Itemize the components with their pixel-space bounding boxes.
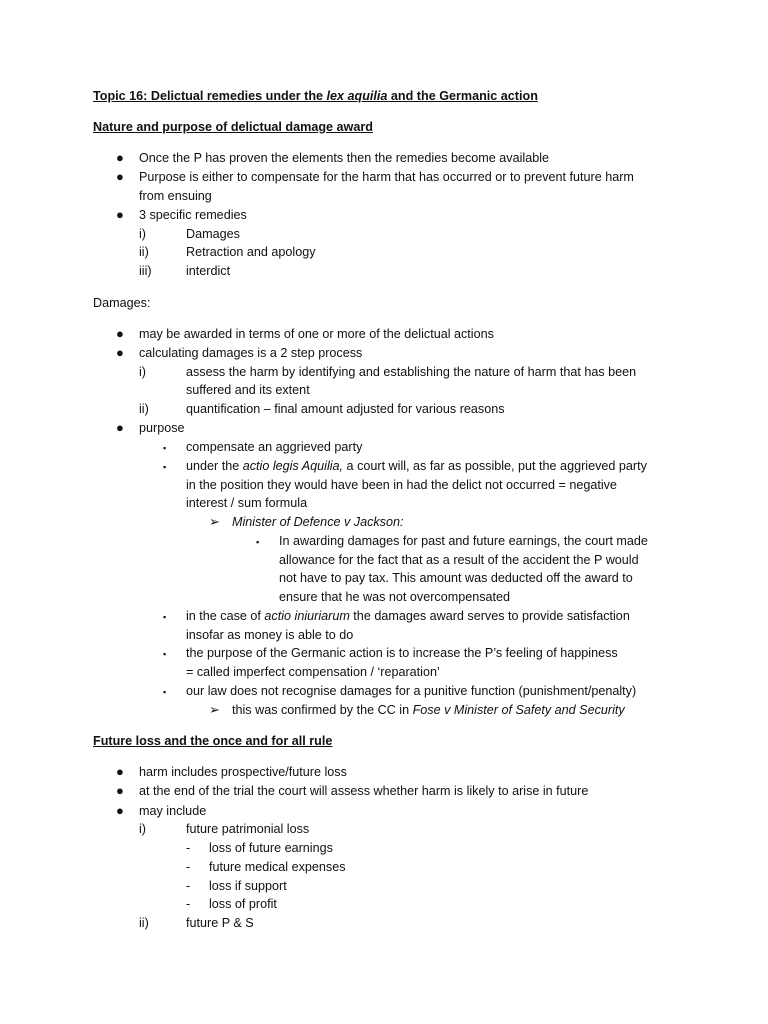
- nature-item: Once the P has proven the elements then the remedies become available: [139, 151, 550, 165]
- purpose-item: our law does not recognise damages for a punitive function (punishment/penalty): [186, 684, 637, 698]
- nature-item-continuation: from ensuing: [139, 189, 212, 203]
- list-number: ii): [139, 402, 149, 416]
- bullet-icon: ●: [116, 326, 124, 341]
- list-number: iii): [139, 264, 152, 278]
- step-item: assess the harm by identifying and establishing the nature of harm that has been: [186, 365, 637, 379]
- damages-item: calculating damages is a 2 step process: [139, 346, 363, 360]
- purpose-item-continuation: insofar as money is able to do: [186, 628, 354, 642]
- purpose-item: [186, 608, 630, 624]
- square-bullet-icon: ▪: [256, 537, 260, 547]
- list-number: i): [139, 365, 146, 379]
- step-item-continuation: suffered and its extent: [186, 383, 310, 397]
- bullet-icon: ●: [116, 169, 124, 184]
- case-detail: allowance for the fact that as a result of the accident the P would: [279, 553, 639, 567]
- topic-heading: [93, 88, 538, 104]
- future-item: may include: [139, 804, 207, 818]
- case-reference-text: this was confirmed by the CC in: [232, 703, 413, 717]
- case-detail: In awarding damages for past and future earnings, the court made: [279, 534, 648, 548]
- purpose-item-continuation: interest / sum formula: [186, 496, 308, 510]
- remedy-item: Damages: [186, 227, 240, 241]
- future-type: future P & S: [186, 916, 254, 930]
- step-item: quantification – final amount adjusted for various reasons: [186, 402, 505, 416]
- arrow-bullet-icon: ➢: [209, 702, 220, 717]
- nature-item: 3 specific remedies: [139, 208, 247, 222]
- square-bullet-icon: ▪: [163, 612, 167, 622]
- bullet-icon: ●: [116, 345, 124, 360]
- patrimonial-item: future medical expenses: [209, 860, 346, 874]
- dash-bullet-icon: -: [186, 897, 191, 911]
- purpose-italic: actio legis Aquilia,: [242, 459, 344, 473]
- purpose-item: the purpose of the Germanic action is to increase the P’s feeling of happiness: [186, 646, 618, 660]
- topic-heading-prefix: Topic 16: Delictual remedies under the: [93, 89, 327, 103]
- bullet-icon: ●: [116, 420, 124, 435]
- dash-bullet-icon: -: [186, 841, 191, 855]
- patrimonial-item: loss of future earnings: [209, 841, 333, 855]
- purpose-text: a court will, as far as possible, put the aggrieved party: [343, 459, 647, 473]
- square-bullet-icon: ▪: [163, 687, 167, 697]
- square-bullet-icon: ▪: [163, 462, 167, 472]
- arrow-bullet-icon: ➢: [209, 514, 220, 529]
- nature-heading: Nature and purpose of delictual damage award: [93, 120, 373, 134]
- topic-heading-italic: lex aquilia: [326, 89, 388, 103]
- purpose-text: in the case of: [186, 609, 265, 623]
- purpose-text: the damages award serves to provide satisfaction: [349, 609, 630, 623]
- bullet-icon: ●: [116, 207, 124, 222]
- future-type: future patrimonial loss: [186, 822, 310, 836]
- case-name: Fose v Minister of Safety and Security: [412, 703, 625, 717]
- case-detail: not have to pay tax. This amount was deducted off the award to: [279, 571, 633, 585]
- purpose-item: compensate an aggrieved party: [186, 440, 363, 454]
- square-bullet-icon: ▪: [163, 443, 167, 453]
- nature-item: Purpose is either to compensate for the harm that has occurred or to prevent future harm: [139, 170, 634, 184]
- future-item: at the end of the trial the court will assess whether harm is likely to arise in future: [139, 784, 589, 798]
- dash-bullet-icon: -: [186, 879, 191, 893]
- remedy-item: interdict: [186, 264, 231, 278]
- purpose-item-continuation: = called imperfect compensation / ‘reparation’: [186, 665, 440, 679]
- purpose-item: [186, 458, 647, 474]
- bullet-icon: ●: [116, 803, 124, 818]
- damages-item: may be awarded in terms of one or more of the delictual actions: [139, 327, 494, 341]
- patrimonial-item: loss if support: [209, 879, 287, 893]
- list-number: i): [139, 227, 146, 241]
- purpose-italic: actio iniuriarum: [264, 609, 350, 623]
- bullet-icon: ●: [116, 764, 124, 779]
- case-detail: ensure that he was not overcompensated: [279, 590, 511, 604]
- bullet-icon: ●: [116, 150, 124, 165]
- square-bullet-icon: ▪: [163, 649, 167, 659]
- list-number: ii): [139, 916, 149, 930]
- list-number: ii): [139, 245, 149, 259]
- damages-label: Damages:: [93, 296, 151, 310]
- future-item: harm includes prospective/future loss: [139, 765, 347, 779]
- bullet-icon: ●: [116, 783, 124, 798]
- patrimonial-item: loss of profit: [209, 897, 277, 911]
- topic-heading-suffix: and the Germanic action: [387, 89, 538, 103]
- damages-item: purpose: [139, 421, 185, 435]
- dash-bullet-icon: -: [186, 860, 191, 874]
- remedy-item: Retraction and apology: [186, 245, 316, 259]
- purpose-text: under the: [186, 459, 243, 473]
- list-number: i): [139, 822, 146, 836]
- purpose-item-continuation: in the position they would have been in had the delict not occurred = negative: [186, 478, 617, 492]
- future-heading: Future loss and the once and for all rule: [93, 734, 333, 748]
- case-name: Minister of Defence v Jackson:: [232, 515, 404, 529]
- case-reference: [232, 702, 625, 718]
